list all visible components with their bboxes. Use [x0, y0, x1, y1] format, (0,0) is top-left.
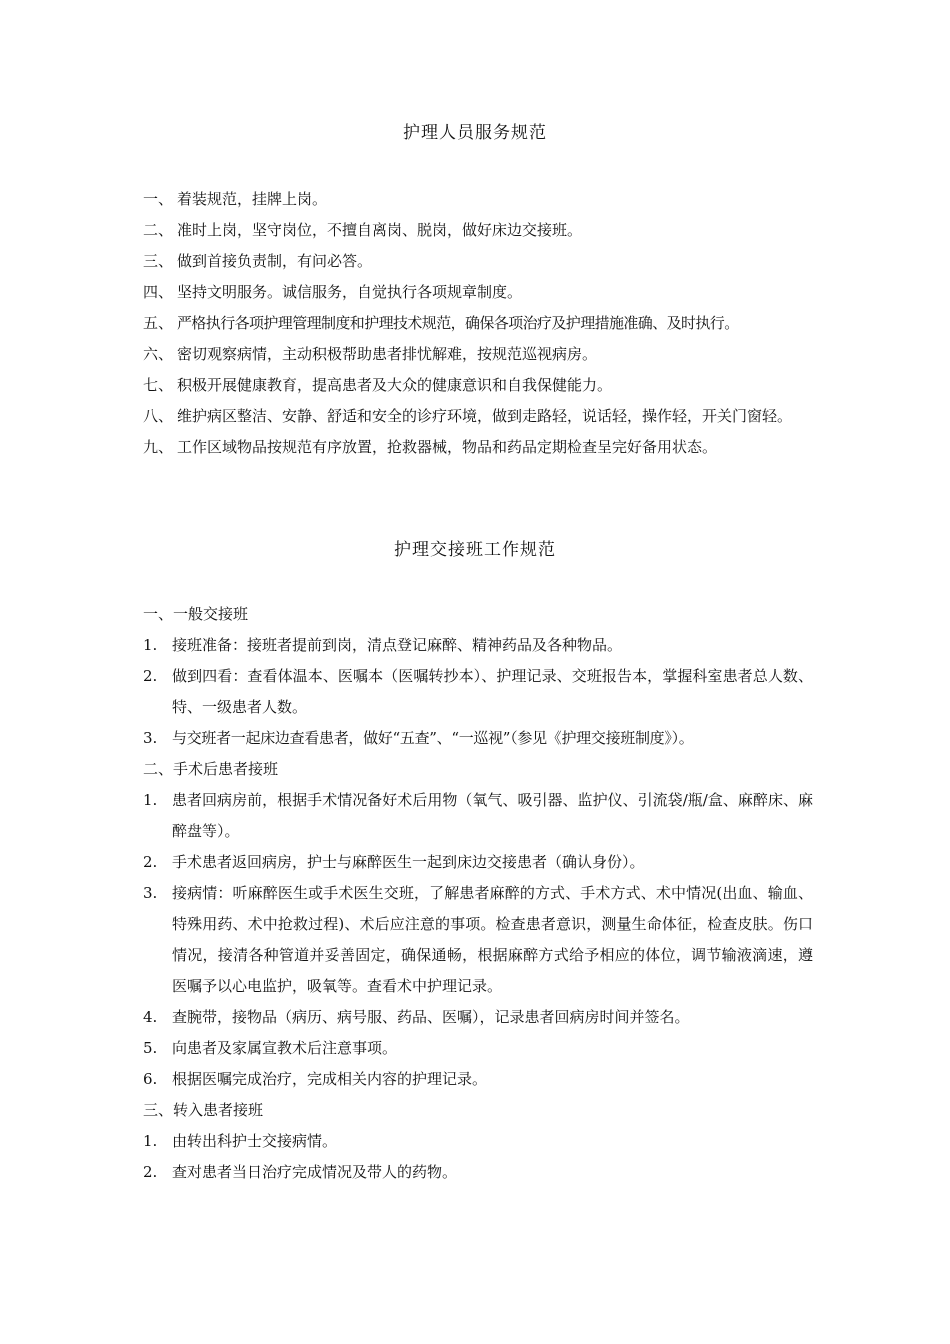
section1-title: 护理人员服务规范 — [403, 123, 547, 143]
list-item: 2. 手术患者返回病房，护士与麻醉医生一起到床边交接患者（确认身份）。 — [143, 853, 645, 871]
list-item: 二、 准时上岗，坚守岗位，不擅自离岗、脱岗，做好床边交接班。 — [143, 221, 583, 239]
list-item: 六、 密切观察病情，主动积极帮助患者排忧解难，按规范巡视病房。 — [143, 345, 598, 363]
handover-standards-list — [143, 599, 813, 1188]
list-item: 6. 根据医嘱完成治疗，完成相关内容的护理记录。 — [143, 1070, 488, 1088]
list-item: 1. 患者回病房前，根据手术情况备好术后用物（氧气、吸引器、监护仪、引流袋/瓶/盒、麻醉床、麻醉盘等）。 — [143, 791, 813, 840]
list-item: 2. 查对患者当日治疗完成情况及带人的药物。 — [143, 1163, 458, 1181]
list-item: 一、 着装规范，挂牌上岗。 — [143, 190, 328, 208]
service-standards-list — [143, 184, 813, 463]
list-item: 1. 接班准备：接班者提前到岗，清点登记麻醉、精神药品及各种物品。 — [143, 636, 623, 654]
group-heading: 二、手术后患者接班 — [143, 760, 279, 778]
list-item: 1. 由转出科护士交接病情。 — [143, 1132, 338, 1150]
list-item: 三、 做到首接负责制，有问必答。 — [143, 252, 373, 270]
group-heading: 三、转入患者接班 — [143, 1101, 264, 1119]
section2-title: 护理交接班工作规范 — [394, 540, 556, 560]
list-item: 八、 维护病区整洁、安静、舒适和安全的诊疗环境，做到走路轻，说话轻，操作轻，开关门窗轻。 — [143, 407, 793, 425]
group-heading: 一、一般交接班 — [143, 605, 249, 623]
list-item: 5. 向患者及家属宣教术后注意事项。 — [143, 1039, 398, 1057]
list-item: 五、 严格执行各项护理管理制度和护理技术规范，确保各项治疗及护理措施准确、及时执行。 — [143, 314, 739, 332]
list-item: 2. 做到四看：查看体温本、医嘱本（医嘱转抄本）、护理记录、交班报告本，掌握科室患者总人数、特、一级患者人数。 — [143, 667, 813, 716]
list-item: 四、 坚持文明服务。诚信服务，自觉执行各项规章制度。 — [143, 283, 523, 301]
list-item: 九、 工作区域物品按规范有序放置，抢救器械，物品和药品定期检查呈完好备用状态。 — [143, 438, 718, 456]
list-item: 3. 与交班者一起床边查看患者，做好“五查”、“一巡视”（参见《护理交接班制度》）。 — [143, 729, 694, 747]
list-item: 七、 积极开展健康教育，提高患者及大众的健康意识和自我保健能力。 — [143, 376, 613, 394]
list-item: 4. 查腕带，接物品（病历、病号服、药品、医嘱），记录患者回病房时间并签名。 — [143, 1008, 690, 1026]
list-item: 3. 接病情：听麻醉医生或手术医生交班，了解患者麻醉的方式、手术方式、术中情况(出血、输血、特殊用药、术中抢救过程)、术后应注意的事项。检查患者意识，测量生命体征，检查皮肤。伤口情况，接清各种管道并妥善固定，确保通畅，根据麻醉方式给予相应的体位，调节输液滴速，遵医嘱予以心电监护，吸氧等。查看术中护理记录。 — [143, 884, 813, 995]
